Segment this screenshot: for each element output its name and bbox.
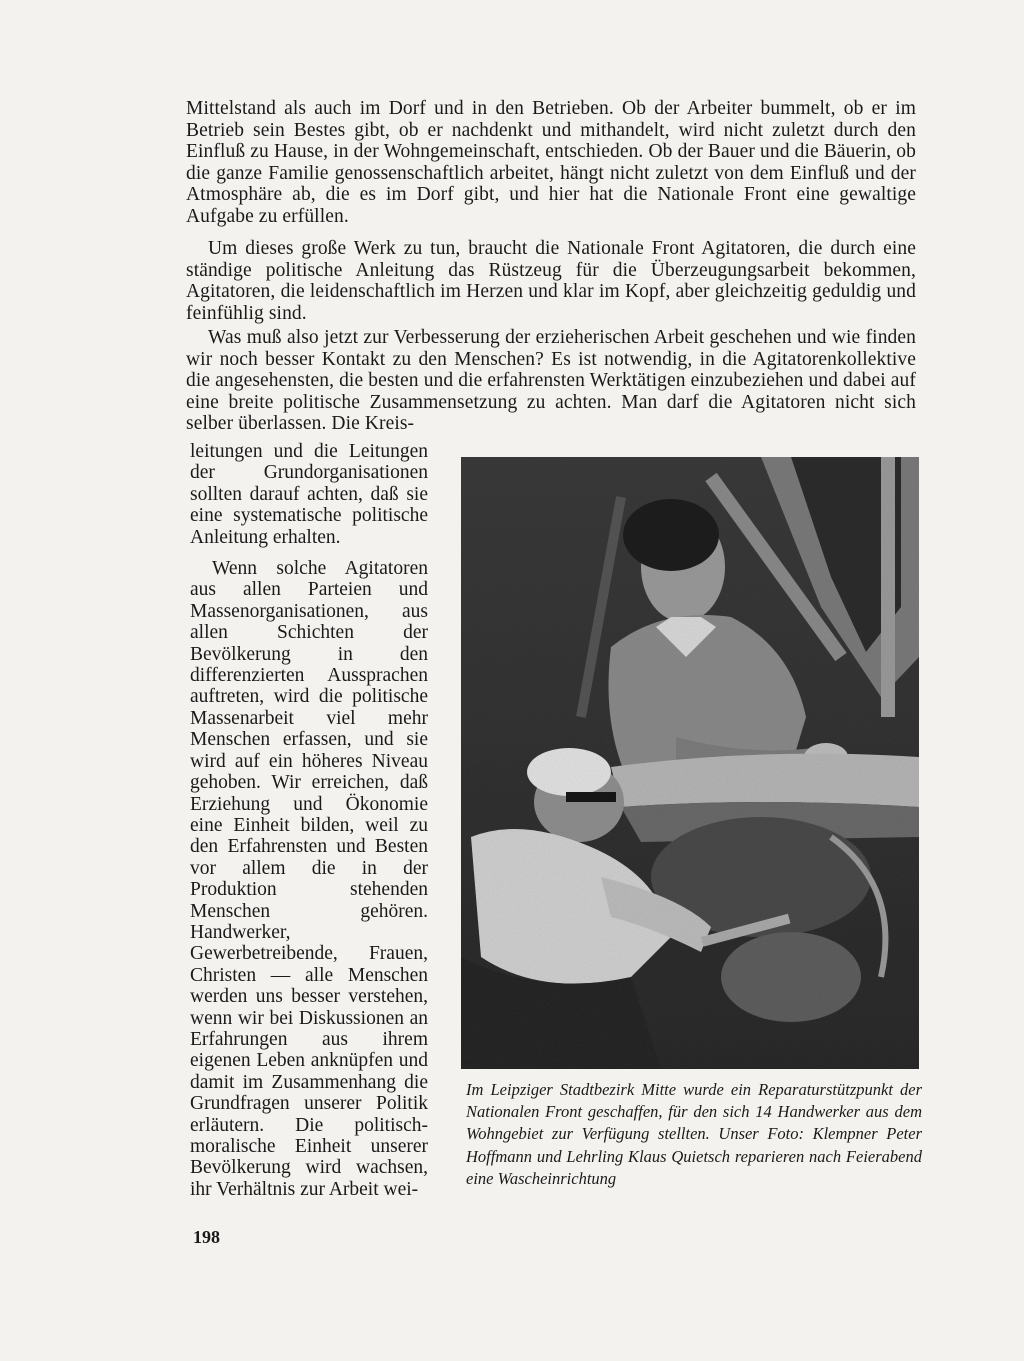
page-number: 198 <box>193 1227 220 1247</box>
photo-illustration <box>461 457 919 1069</box>
narrow-text-column <box>190 441 428 1200</box>
paragraph-1: Mittelstand als auch im Dorf und in den Betrieben. Ob der Arbeiter bummelt, ob er im Betrieb sein Bestes gibt, ob er nachdenkt und mithandelt, wird nicht zuletzt durch den Einfluß zu Hause, in der Wohngemeinschaft, entschieden. Ob der Bauer und die Bäuerin, ob die ganze Familie genossenschaftlich arbeitet, hängt nicht zuletzt von dem Einfluß und der Atmosphäre ab, die es im Dorf gibt, und hier hat die Nationale Front eine gewaltige Aufgabe zu erfüllen. <box>186 98 916 227</box>
photo-repair-workshop <box>461 457 919 1069</box>
paragraph-4: Wenn solche Agitatoren aus allen Parteien und Massenorganisationen, aus allen Schichten der Bevölkerung in den differenzierten Aussprachen auftreten, wird die politische Massenarbeit viel mehr Menschen erfassen, und sie wird auf ein höheres Niveau gehoben. Wir erreichen, daß Erziehung und Ökonomie eine Einheit bilden, weil zu den Erfahrensten und Besten vor allem die in der Produktion stehenden Menschen gehören. Handwerker, Gewerbetreibende, Frauen, Christen — alle Menschen werden uns besser verstehen, wenn wir bei Diskussionen an Erfahrungen aus ihrem eigenen Leben anknüpfen und damit im Zusammenhang die Grundfragen unserer Politik erläutern. Die politisch-moralische Einheit unserer Bevölkerung wird wachsen, ihr Verhältnis zur Arbeit wei- <box>190 558 428 1200</box>
paragraph-3-continued: leitungen und die Leitungen der Grundorganisationen sollten darauf achten, daß sie eine systematische politische Anleitung erhalten. <box>190 441 428 548</box>
paragraph-3: Was muß also jetzt zur Verbesserung der erzieherischen Arbeit geschehen und wie finden wir noch besser Kontakt zu den Menschen? Es ist notwendig, in die Agitatorenkollektive die angesehensten, die besten und die erfahrensten Werktätigen einzubeziehen und dabei auf eine breite politische Zusammensetzung zu achten. Man darf die Agitatoren nicht sich selber überlassen. Die Kreis- <box>186 327 916 434</box>
photo-caption: Im Leipziger Stadtbezirk Mitte wurde ein Reparaturstützpunkt der Nationalen Front geschaffen, für den sich 14 Handwerker aus dem Wohngebiet zur Verfügung stellten. Unser Foto: Klempner Peter Hoffmann und Lehrling Klaus Quietsch reparieren nach Feierabend eine Wascheinrichtung <box>466 1080 922 1188</box>
paragraph-2: Um dieses große Werk zu tun, braucht die Nationale Front Agitatoren, die durch eine ständige politische Anleitung das Rüstzeug für die Überzeugungsarbeit bekommen, Agitatoren, die leidenschaftlich im Herzen und klar im Kopf, aber gleichzeitig geduldig und feinfühlig sind. <box>186 238 916 324</box>
